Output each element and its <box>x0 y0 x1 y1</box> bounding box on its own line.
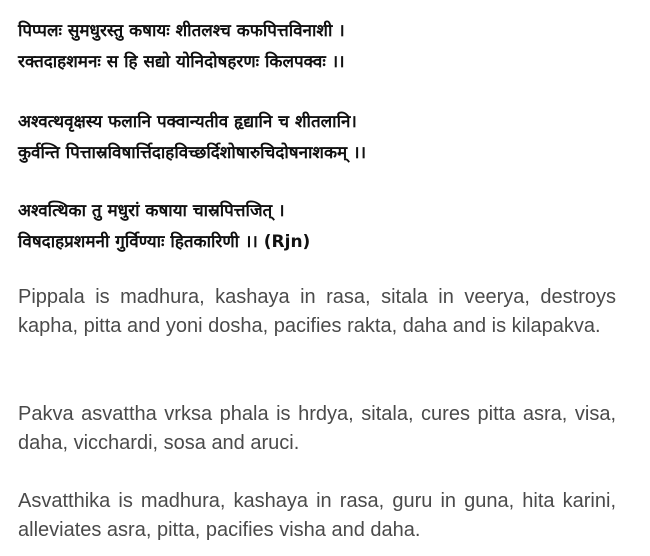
sanskrit-verse-3 <box>18 196 310 258</box>
translation-paragraph: Asvatthika is madhura, kashaya in rasa, guru in guna, hita karini, alleviates asra, pitta, pacifies visha and daha. <box>18 490 616 541</box>
verse-line: कुर्वन्ति पित्तास्रविषार्त्तिदाहविच्छर्दिशोषारुचिदोषनाशकम् ।। <box>18 143 367 163</box>
verse-line: विषदाहप्रशमनी गुर्विण्याः हितकारिणी ।। (Rjn) <box>18 232 311 252</box>
verse-line: अश्वत्थिका तु मधुरां कषाया चास्रपित्तजित् । <box>18 201 285 221</box>
verse-line: रक्तदाहशमनः स हि सद्यो योनिदोषहरणः किलपक्वः ।। <box>18 52 345 72</box>
verse-line: अश्वत्थवृक्षस्य फलानि पक्वान्यतीव हृद्यानि च शीतलानि। <box>18 112 357 132</box>
translation-paragraph: Pippala is madhura, kashaya in rasa, sitala in veerya, destroys kapha, pitta and yoni dosha, pacifies rakta, daha and is kilapakva. <box>18 286 616 337</box>
translation-paragraph: Pakva asvattha vrksa phala is hrdya, sitala, cures pitta asra, visa, daha, vicchardi, sosa and aruci. <box>18 403 616 454</box>
verse-line: पिप्पलः सुमधुरस्तु कषायः शीतलश्च कफपित्तविनाशी । <box>18 21 345 41</box>
sanskrit-verse-2 <box>18 107 366 169</box>
sanskrit-verse-1 <box>18 16 345 78</box>
